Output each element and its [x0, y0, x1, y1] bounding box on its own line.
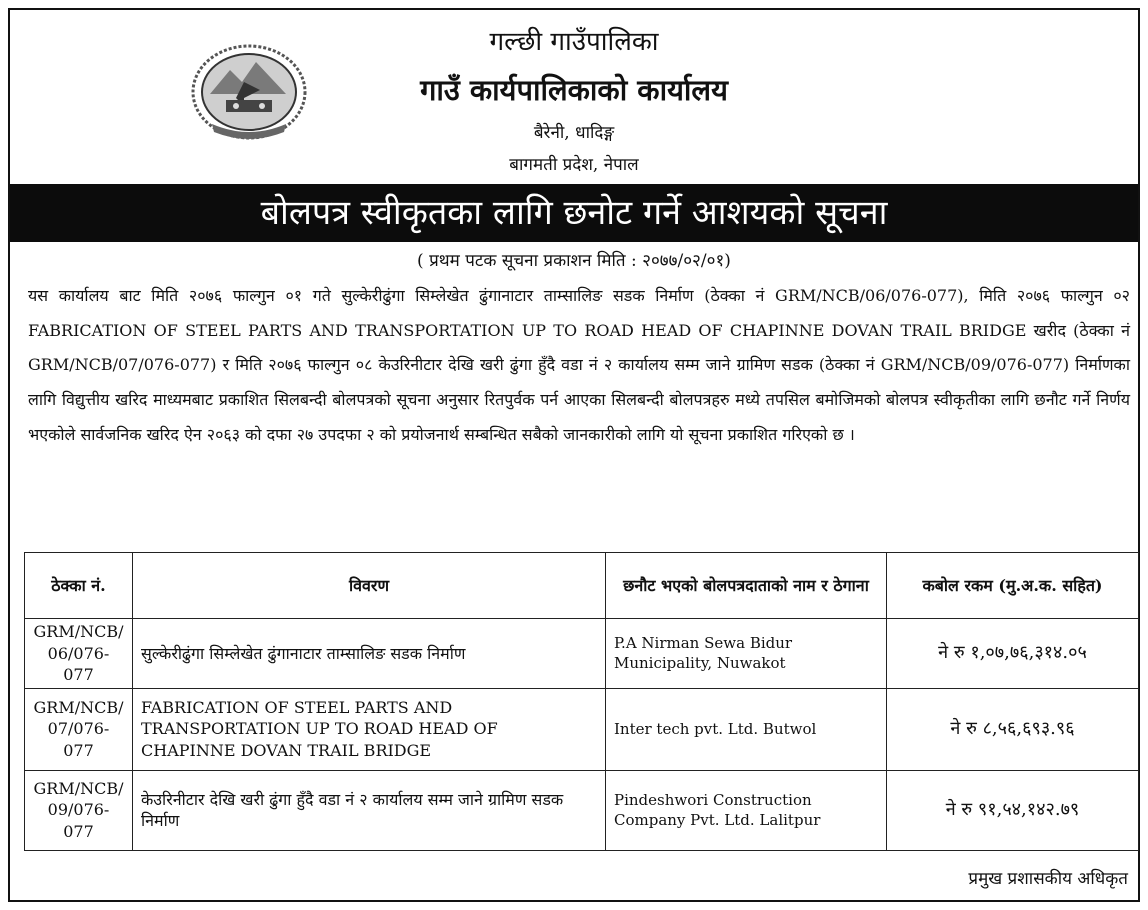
table-row [25, 770, 1139, 850]
table-row [25, 688, 1139, 770]
award-table [24, 552, 1139, 851]
cell-description: सुल्केरीढुंगा सिम्लेखेत ढुंगानाटार ताम्सालिङ सडक निर्माण [133, 619, 606, 689]
cell-contract-no: GRM/NCB/ 06/076-077 [25, 619, 133, 689]
publication-date-line: ( प्रथम पटक सूचना प्रकाशन मिति : २०७७/०२/०१) [417, 251, 731, 271]
cell-amount: ने रु ९१,५४,१४२.७९ [887, 770, 1139, 850]
cell-bidder: Pindeshwori Construction Company Pvt. Ltd. Lalitpur [606, 770, 887, 850]
cell-contract-no: GRM/NCB/ 09/076-077 [25, 770, 133, 850]
notice-body: यस कार्यालय बाट मिति २०७६ फाल्गुन ०१ गते सुल्केरीढुंगा सिम्लेखेत ढुंगानाटार ताम्सालिङ सडक निर्माण (ठेक्का नं GRM/NCB/06/076-077), मिति २०७६ फाल्गुन ०२ FABRICATION OF STEEL PARTS AND TRANSPORTATION UP TO ROAD HEAD OF CHAPINNE DOVAN TRAIL BRIDGE खरीद (ठेक्का नं GRM/NCB/07/076-077) र मिति २०७६ फाल्गुन ०८ केउरिनीटार देखि खरी ढुंगा हुँदै वडा नं २ कार्यालय सम्म जाने ग्रामिण सडक (ठेक्का नं GRM/NCB/09/076-077) निर्माणका लागि विद्युत्तीय खरिद माध्यमबाट प्रकाशित सिलबन्दी बोलपत्रको सूचना अनुसार रितपुर्वक पर्न आएका सिलबन्दी बोलपत्रहरु मध्ये तपसिल बमोजिमको बोलपत्र स्वीकृतीका लागि छनौट गर्ने निर्णय भएकोले सार्वजनिक खरिद ऐन २०६३ को दफा २७ उपदफा २ को प्रयोजनार्थ सम्बन्धित सबैको जानकारीको लागि यो सूचना प्रकाशित गरिएको छ । [28, 286, 1130, 444]
cell-bidder: Inter tech pvt. Ltd. Butwol [606, 688, 887, 770]
table-header-row [25, 553, 1139, 619]
cell-bidder: P.A Nirman Sewa Bidur Municipality, Nuwakot [606, 619, 887, 689]
cell-description: FABRICATION OF STEEL PARTS AND TRANSPORTATION UP TO ROAD HEAD OF CHAPINNE DOVAN TRAIL BRIDGE [133, 688, 606, 770]
header-description: विवरण [133, 553, 606, 619]
signatory-title: प्रमुख प्रशासकीय अधिकृत [968, 869, 1128, 889]
office-address: बैरेनी, धादिङ्ग [533, 123, 615, 143]
municipality-name: गल्छी गाउँपालिका [489, 27, 659, 57]
header-amount: कबोल रकम (मु.अ.क. सहित) [887, 553, 1139, 619]
office-name: गाउँ कार्यपालिकाको कार्यालय [420, 73, 728, 107]
cell-contract-no: GRM/NCB/ 07/076-077 [25, 688, 133, 770]
table-row [25, 619, 1139, 689]
notice-title-banner: बोलपत्र स्वीकृतका लागि छनोट गर्ने आशयको सूचना [10, 184, 1138, 242]
cell-amount: ने रु १,०७,७६,३१४.०५ [887, 619, 1139, 689]
province-country: बागमती प्रदेश, नेपाल [509, 155, 639, 175]
cell-description: केउरिनीटार देखि खरी ढुंगा हुँदै वडा नं २ कार्यालय सम्म जाने ग्रामिण सडक निर्माण [133, 770, 606, 850]
header-bidder: छनौट भएको बोलपत्रदाताको नाम र ठेगाना [606, 553, 887, 619]
header-contract-no: ठेक्का नं. [25, 553, 133, 619]
cell-amount: ने रु ८,५६,६९३.९६ [887, 688, 1139, 770]
